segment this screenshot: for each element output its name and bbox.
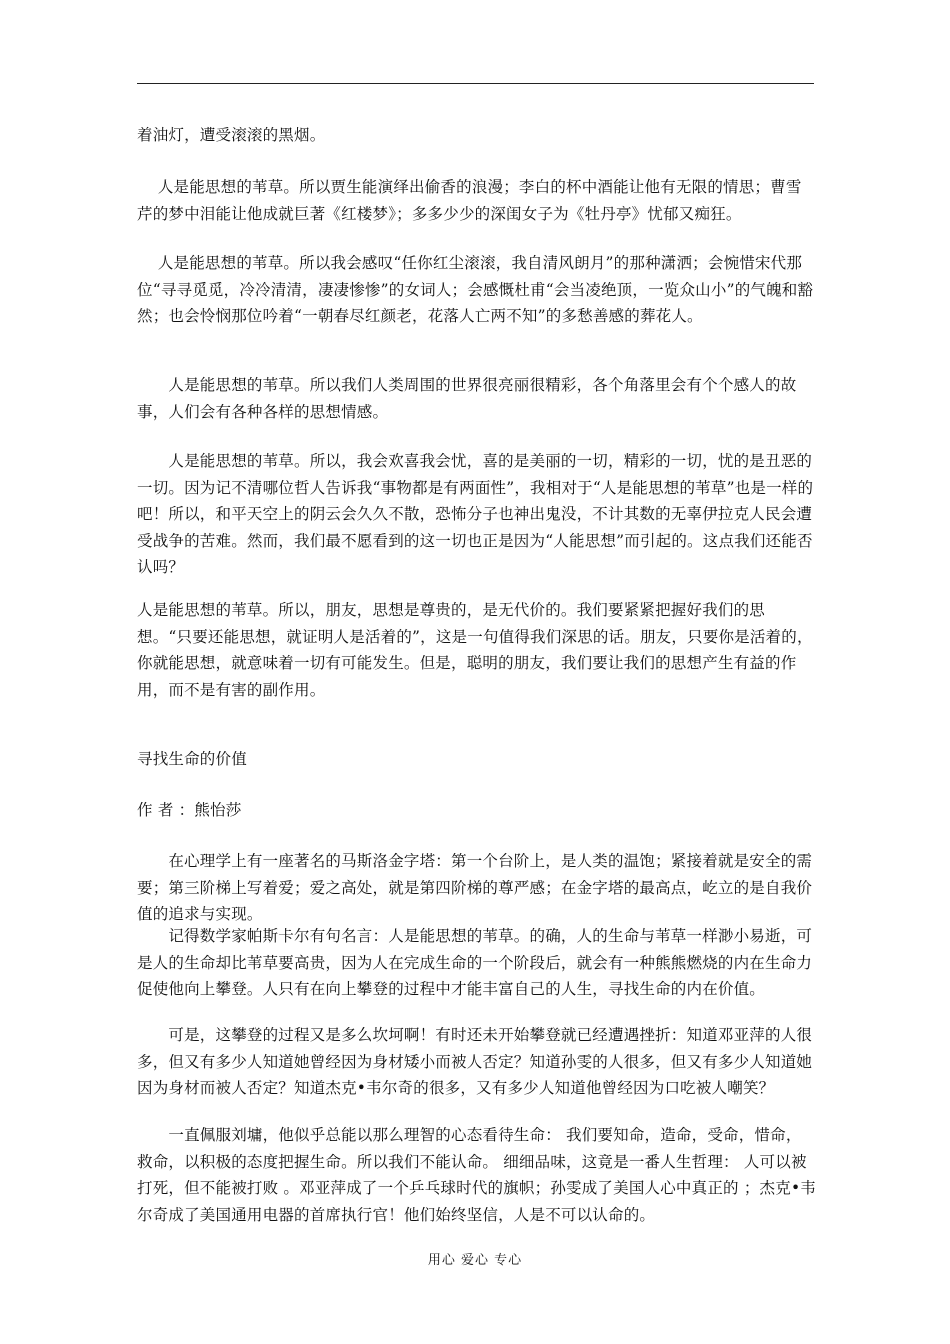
paragraph: 着油灯，遭受滚滚的黑烟。: [137, 126, 326, 144]
paragraph: 人是能思想的苇草。所以贾生能演绎出偷香的浪漫；李白的杯中酒能让他有无限的情思；曹雪芹的梦中泪能让他成就巨著《红楼梦》；多多少少的深闺女子为《牡丹亭》忧郁又痴狂。: [137, 178, 802, 223]
paragraph: 一直佩服刘墉，他似乎总能以那么理智的心态看待生命： 我们要知命，造命，受命，惜命，救命，以积极的态度把握生命。所以我们不能认命。 细细品味，这竟是一番人生哲理： 人可以被打死，但不能被打败 。邓亚萍成了一个乒乓球时代的旗帜；孙雯成了美国人心中真正的 ；杰克•韦尔奇成了美国通用电器的首席执行官！他们始终坚信，人是不可以认命的。: [137, 1126, 816, 1224]
paragraph: 人是能思想的苇草。所以，我会欢喜我会忧，喜的是美丽的一切，精彩的一切，忧的是丑恶的一切。因为记不清哪位哲人告诉我“事物都是有两面性”，我相对于“人是能思想的苇草”也是一样的吧！所以，和平天空上的阴云会久久不散，恐怖分子也神出鬼没，不计其数的无辜伊拉克人民会遭受战争的苦难。然而，我们最不愿看到的这一切也正是因为“人能思想”而引起的。这点我们还能否认吗？: [137, 452, 814, 576]
page-footer: 用心 爱心 专心: [427, 1253, 523, 1268]
paragraph: 人是能思想的苇草。所以我会感叹“任你红尘滚滚，我自清风朗月”的那种潇洒；会惋惜宋代那位“寻寻觅觅，冷冷清清，凄凄惨惨”的女词人；会感慨杜甫“会当凌绝顶，一览众山小”的气魄和豁然；也会怜悯那位吟着“一朝春尽红颜老，花落人亡两不知”的多愁善感的葬花人。: [137, 254, 814, 325]
paragraph: 人是能思想的苇草。所以我们人类周围的世界很亮丽很精彩，各个角落里会有个个感人的故事，人们会有各种各样的思想情感。: [137, 376, 797, 421]
paragraph: 记得数学家帕斯卡尔有句名言：人是能思想的苇草。的确，人的生命与苇草一样渺小易逝，可是人的生命却比苇草要高贵，因为人在完成生命的一个阶段后，就会有一种熊熊燃烧的内在生命力促使他向上攀登。人只有在向上攀登的过程中才能丰富自己的人生，寻找生命的内在价值。: [137, 927, 813, 998]
paragraph: 人是能思想的苇草。所以，朋友，思想是尊贵的，是无代价的。我们要紧紧把握好我们的思想。“只要还能思想，就证明人是活着的”，这是一句值得我们深思的话。朋友，只要你是活着的，你就能思想，就意味着一切有可能发生。但是，聪明的朋友，我们要让我们的思想产生有益的作用，而不是有害的副作用。: [137, 601, 813, 699]
paragraph: 可是，这攀登的过程又是多么坎坷啊！有时还未开始攀登就已经遭遇挫折：知道邓亚萍的人很多，但又有多少人知道她曾经因为身材矮小而被人否定？知道孙雯的人很多，但又有多少人知道她因为身材而被人否定？知道杰克•韦尔奇的很多，又有多少人知道他曾经因为口吃被人嘲笑？: [137, 1026, 813, 1097]
header-rule: [137, 83, 814, 84]
paragraph: 在心理学上有一座著名的马斯洛金字塔：第一个台阶上，是人类的温饱；紧接着就是安全的需要；第三阶梯上写着爱；爱之高处，就是第四阶梯的尊严感；在金字塔的最高点，屹立的是自我价值的追求与实现。: [137, 852, 813, 923]
section-title: 寻找生命的价值: [137, 750, 247, 768]
author-line: 作 者 ：熊怡莎: [137, 801, 242, 819]
